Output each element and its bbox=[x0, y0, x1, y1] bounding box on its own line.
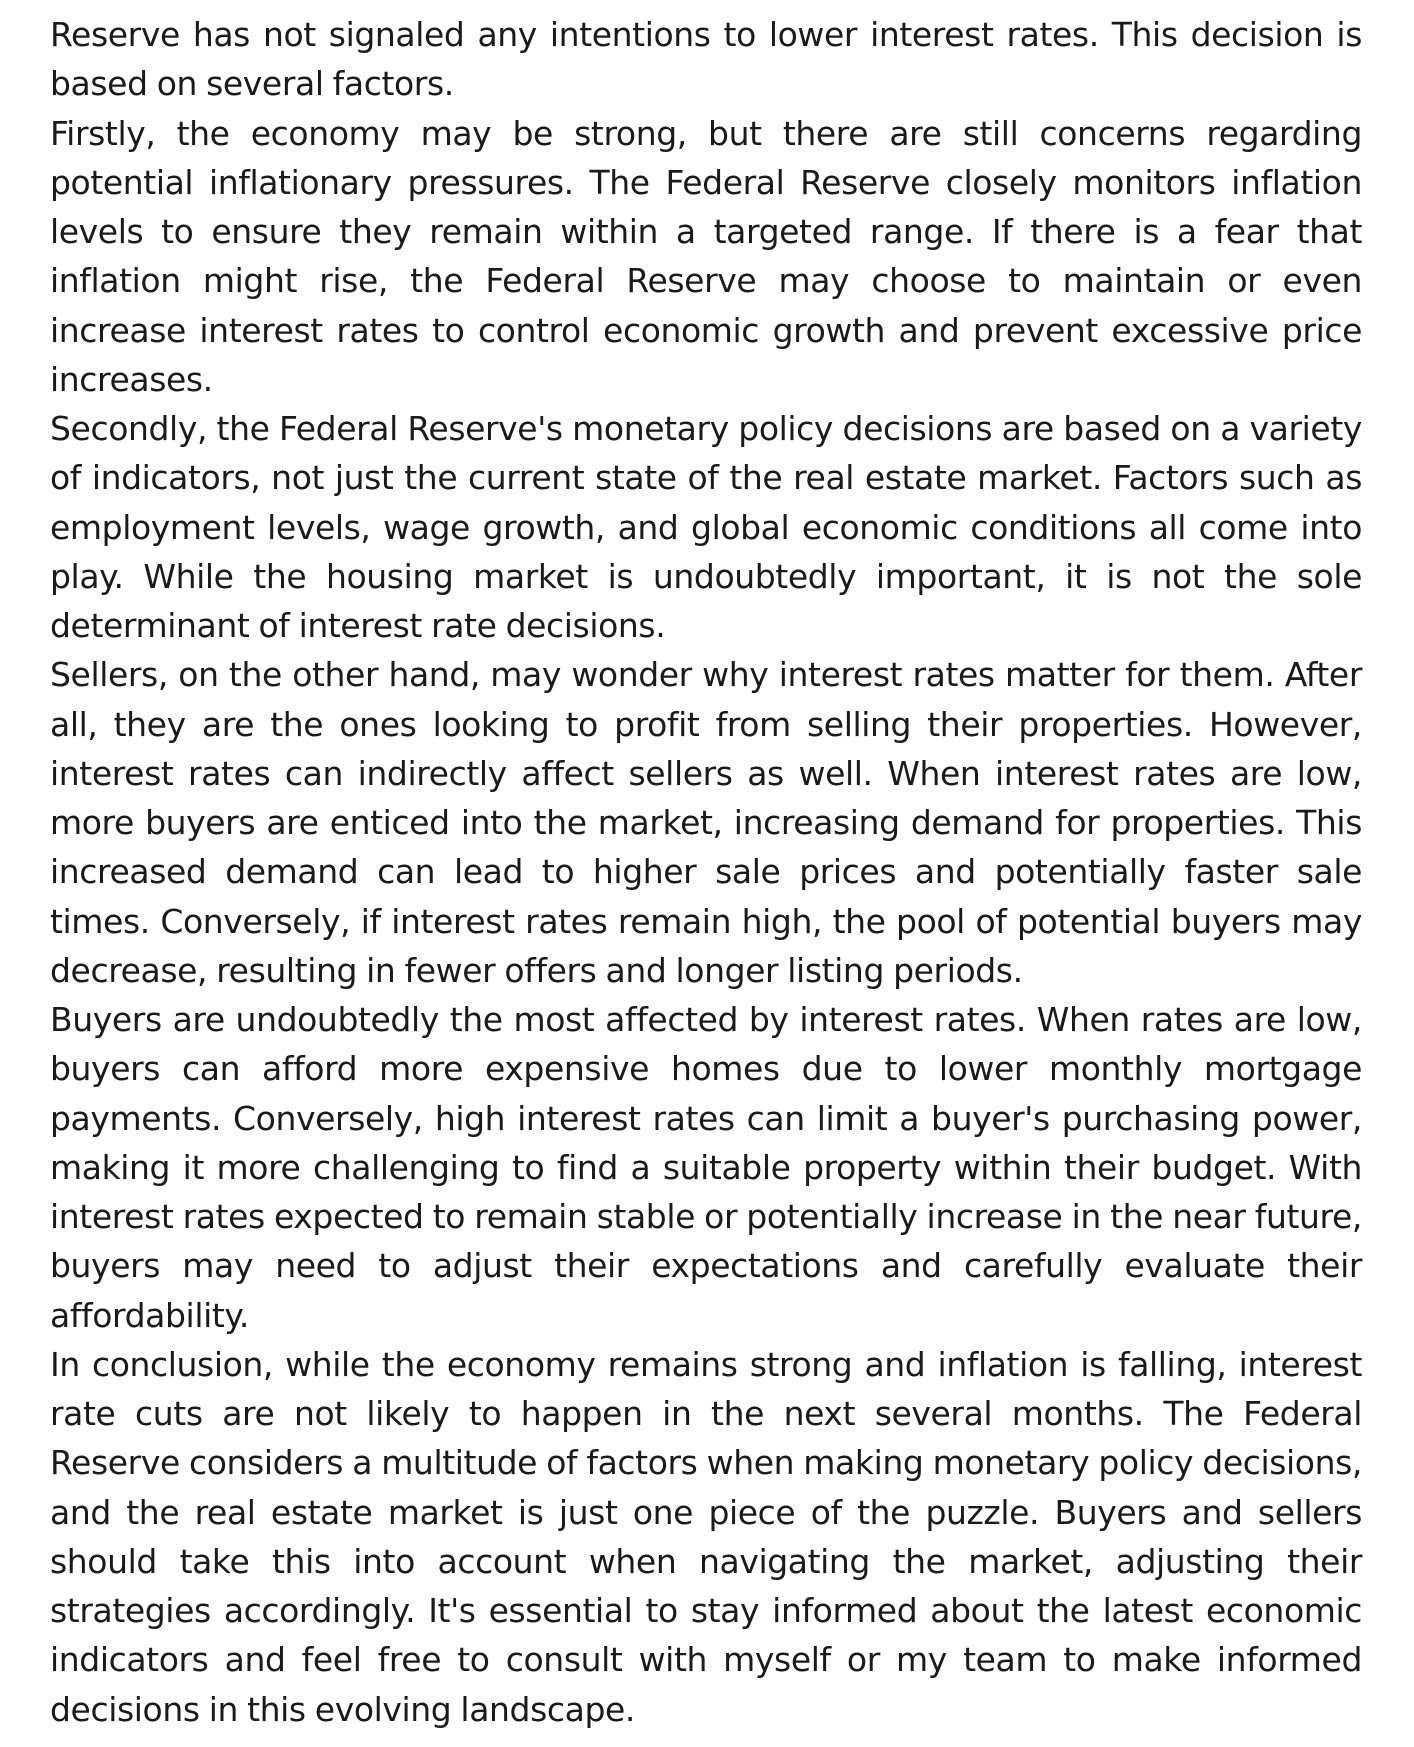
paragraph-inflation: Firstly, the economy may be strong, but there are still concerns regarding potential inflationary pressures. The Federal Reserve closely monitors inflation levels to ensure they remain within a targeted range. If there is a fear that inflation might rise, the Federal Reserve may choose to maintain or even increase interest rates to control economic growth and prevent excessive price increases. bbox=[50, 113, 1362, 399]
paragraph-indicators: Secondly, the Federal Reserve's monetary policy decisions are based on a variety of indicators, not just the current state of the real estate market. Factors such as employment levels, wage growth, and global economic conditions all come into play. While the housing market is undoubtedly important, it is not the sole determinant of interest rate decisions. bbox=[50, 409, 1362, 645]
paragraph-intro: Reserve has not signaled any intentions to lower interest rates. This decision is based on several factors. bbox=[50, 15, 1362, 104]
document-body bbox=[50, 10, 1362, 1734]
paragraph-conclusion: In conclusion, while the economy remains strong and inflation is falling, interest rate cuts are not likely to happen in the next several months. The Federal Reserve considers a multitude of factors when making monetary policy decisions, and the real estate market is just one piece of the puzzle. Buyers and sellers should take this into account when navigating the market, adjusting their strategies accordingly. It's essential to stay informed about the latest economic indicators and feel free to consult with myself or my team to make informed decisions in this evolving landscape. bbox=[50, 1344, 1362, 1729]
paragraph-buyers: Buyers are undoubtedly the most affected by interest rates. When rates are low, buyers can afford more expensive homes due to lower monthly mortgage payments. Conversely, high interest rates can limit a buyer's purchasing power, making it more challenging to find a suitable property within their budget. With interest rates expected to remain stable or potentially increase in the near future, buyers may need to adjust their expectations and carefully evaluate their affordability. bbox=[50, 1000, 1362, 1335]
paragraph-sellers: Sellers, on the other hand, may wonder why interest rates matter for them. After all, they are the ones looking to profit from selling their properties. However, interest rates can indirectly affect sellers as well. When interest rates are low, more buyers are enticed into the market, increasing demand for properties. This increased demand can lead to higher sale prices and potentially faster sale times. Conversely, if interest rates remain high, the pool of potential buyers may decrease, resulting in fewer offers and longer listing periods. bbox=[50, 655, 1362, 990]
